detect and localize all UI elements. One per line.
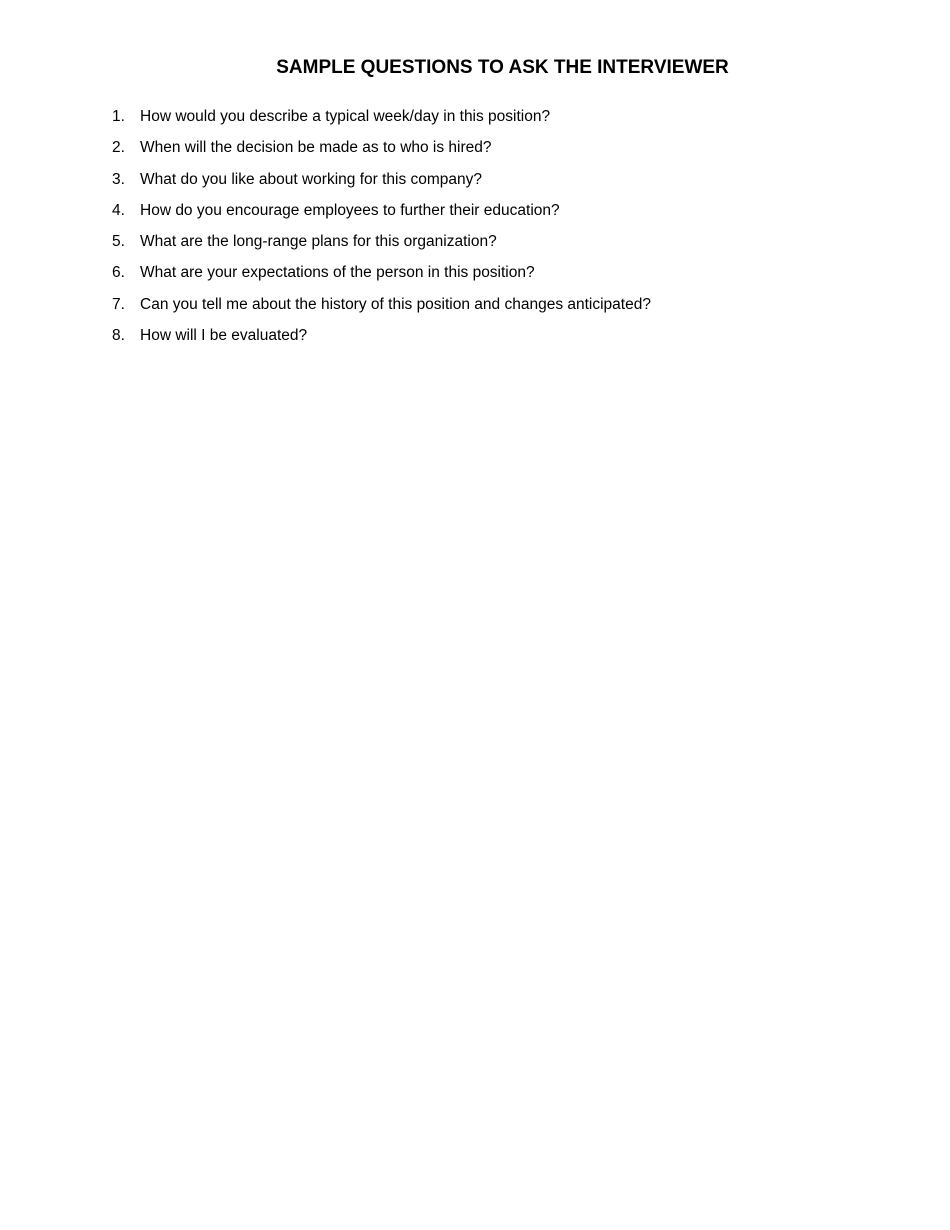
list-item: [112, 233, 651, 264]
question-list: [112, 108, 651, 358]
list-item: [112, 264, 651, 295]
list-item-number: 7.: [112, 295, 125, 313]
list-item-text: What are the long-range plans for this organization?: [140, 233, 497, 251]
list-item: [112, 108, 651, 139]
list-item-text: How will I be evaluated?: [140, 327, 308, 345]
list-item: [112, 327, 651, 358]
page-title: SAMPLE QUESTIONS TO ASK THE INTERVIEWER: [276, 57, 729, 78]
list-item-number: 6.: [112, 264, 125, 282]
list-item: [112, 296, 651, 327]
list-item-text: How do you encourage employees to further their education?: [140, 201, 560, 219]
list-item-number: 2.: [112, 139, 125, 157]
list-item-number: 8.: [112, 327, 125, 345]
list-item-number: 4.: [112, 201, 125, 219]
list-item: [112, 171, 651, 202]
list-item-number: 5.: [112, 233, 125, 251]
list-item-text: What do you like about working for this company?: [140, 170, 483, 188]
list-item: [112, 202, 651, 233]
list-item: [112, 139, 651, 170]
list-item-text: What are your expectations of the person in this position?: [140, 264, 535, 282]
list-item-text: How would you describe a typical week/day in this position?: [140, 108, 551, 125]
list-item-text: When will the decision be made as to who is hired?: [140, 139, 492, 157]
list-item-number: 3.: [112, 170, 125, 188]
list-item-number: 1.: [112, 108, 125, 125]
list-item-text: Can you tell me about the history of this position and changes anticipated?: [140, 295, 651, 313]
